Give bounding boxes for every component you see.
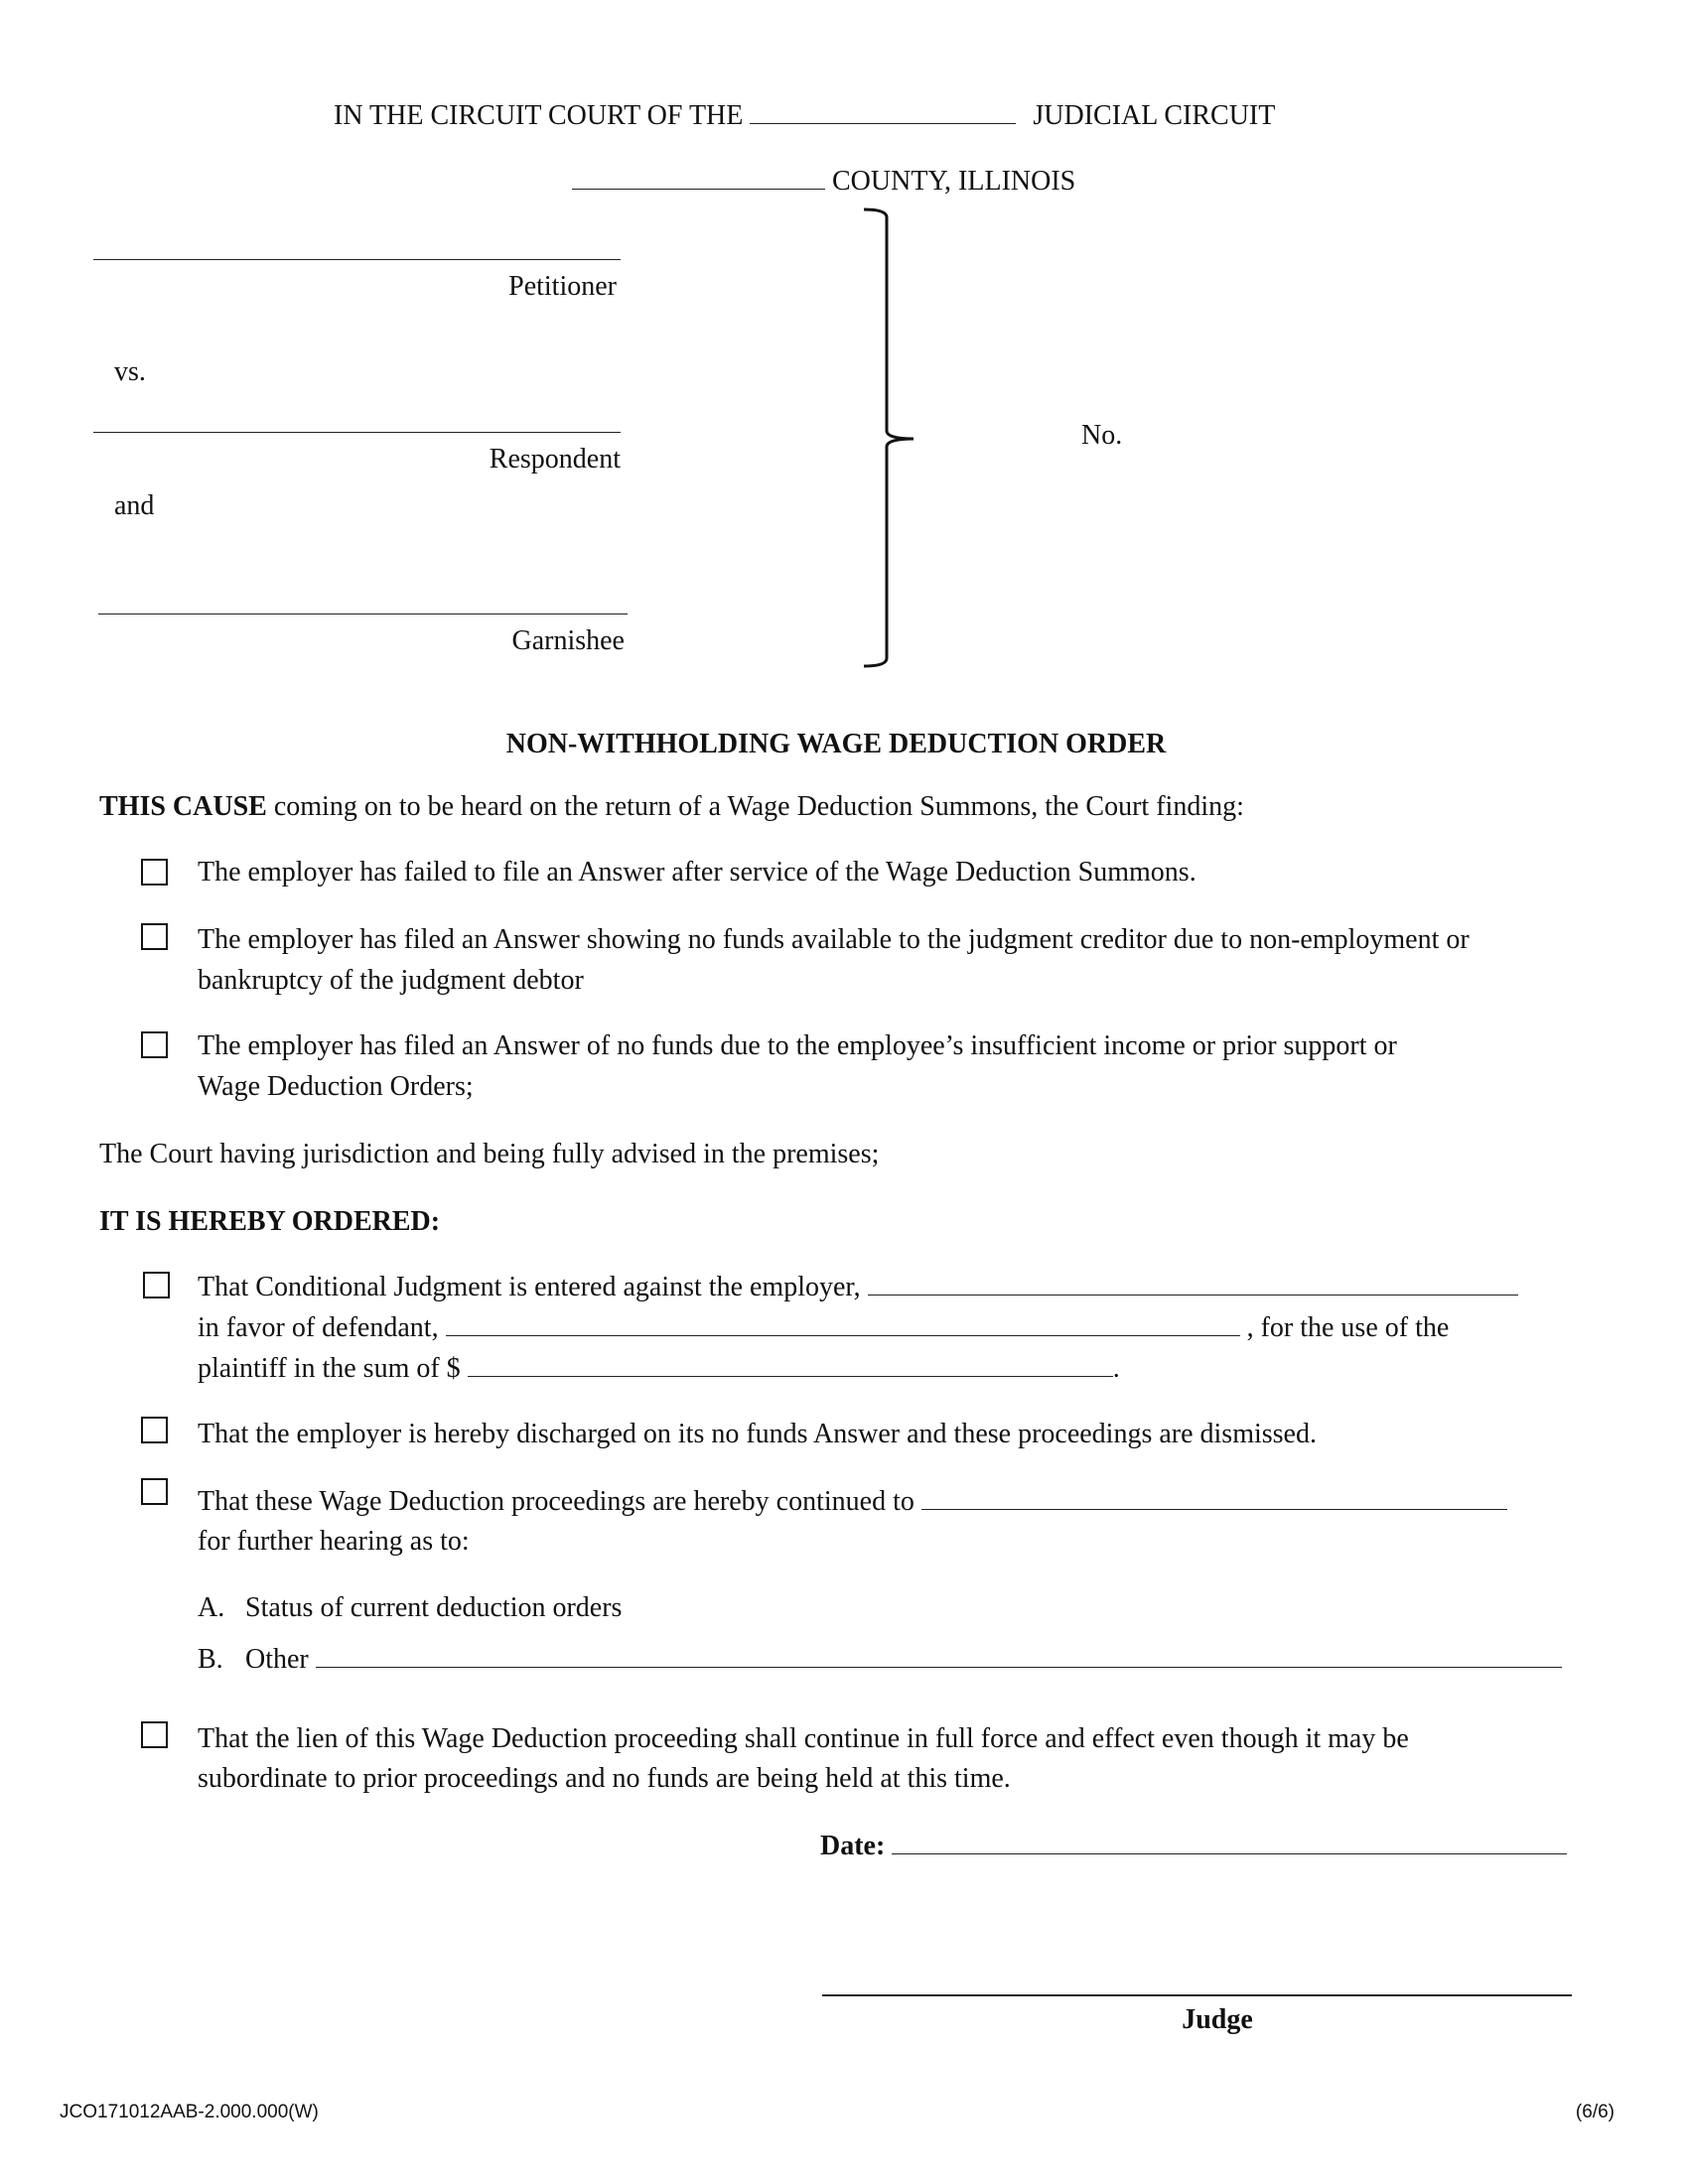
- order-1-use-text: , for the use of the: [1246, 1312, 1450, 1343]
- order-1-period: .: [1112, 1353, 1120, 1384]
- order-1-line2: [198, 1312, 1449, 1344]
- respondent-name-line[interactable]: [93, 432, 621, 433]
- finding-checkbox-2[interactable]: [141, 923, 168, 950]
- sub-item-b-text: Other: [245, 1644, 309, 1675]
- order-1-line1: [198, 1272, 1518, 1303]
- respondent-label: Respondent: [489, 444, 621, 475]
- case-number-label: No.: [1081, 420, 1123, 451]
- sub-item-a-letter: A.: [198, 1592, 225, 1623]
- order-3-text: That these Wage Deduction proceedings are hereby continued to: [198, 1486, 914, 1517]
- ordered-heading: IT IS HEREBY ORDERED:: [99, 1206, 441, 1237]
- order-checkbox-2[interactable]: [141, 1417, 168, 1443]
- court-header-line2: [572, 166, 1075, 198]
- order-4-text: That the lien of this Wage Deduction proceeding shall continue in full force and effect even though it may be: [198, 1723, 1409, 1754]
- garnishee-label: Garnishee: [511, 625, 625, 656]
- court-header-line1: [334, 100, 1275, 132]
- circuit-number-field[interactable]: [750, 101, 1016, 124]
- order-1-sum-text: plaintiff in the sum of $: [198, 1353, 461, 1384]
- jurisdiction-text: The Court having jurisdiction and being fully advised in the premises;: [99, 1139, 880, 1169]
- date-label: Date:: [820, 1831, 886, 1861]
- intro-text: coming on to be heard on the return of a Wage Deduction Summons, the Court finding:: [266, 791, 1244, 822]
- court-header-suffix: JUDICIAL CIRCUIT: [1033, 100, 1276, 131]
- sum-amount-field[interactable]: [468, 1354, 1113, 1377]
- court-header-prefix: IN THE CIRCUIT COURT OF THE: [334, 100, 744, 131]
- finding-text-2: The employer has filed an Answer showing no funds available to the judgment creditor due to non-employment or: [198, 924, 1470, 955]
- order-checkbox-4[interactable]: [141, 1721, 168, 1748]
- finding-text-2-cont: bankruptcy of the judgment debtor: [198, 965, 584, 996]
- order-3-line1: [198, 1486, 1507, 1518]
- finding-text-1: The employer has failed to file an Answer after service of the Wage Deduction Summons.: [198, 857, 1196, 887]
- date-row: [820, 1831, 1567, 1862]
- judge-signature-line[interactable]: [822, 1994, 1572, 1996]
- finding-text-3-cont: Wage Deduction Orders;: [198, 1071, 474, 1102]
- defendant-name-field[interactable]: [446, 1313, 1240, 1336]
- and-label: and: [114, 490, 155, 521]
- finding-text-3: The employer has filed an Answer of no funds due to the employee’s insufficient income or prior support or: [198, 1030, 1397, 1061]
- order-2-text: That the employer is hereby discharged on its no funds Answer and these proceedings are dismissed.: [198, 1419, 1317, 1449]
- county-label: COUNTY, ILLINOIS: [832, 166, 1076, 197]
- other-field[interactable]: [316, 1645, 1562, 1668]
- order-checkbox-3[interactable]: [141, 1478, 168, 1505]
- intro-bold: THIS CAUSE: [99, 791, 267, 822]
- intro-paragraph: [99, 791, 1244, 823]
- document-title: NON-WITHHOLDING WAGE DEDUCTION ORDER: [505, 729, 1167, 759]
- form-code: JCO171012AAB-2.000.000(W): [60, 2102, 319, 2122]
- order-4-text-cont: subordinate to prior proceedings and no funds are being held at this time.: [198, 1763, 1011, 1794]
- sub-item-b-letter: B.: [198, 1644, 223, 1675]
- order-1-defendant-text: in favor of defendant,: [198, 1312, 439, 1343]
- finding-checkbox-3[interactable]: [141, 1031, 168, 1058]
- order-checkbox-1[interactable]: [143, 1272, 170, 1298]
- order-1-text: That Conditional Judgment is entered against the employer,: [198, 1272, 861, 1302]
- petitioner-name-line[interactable]: [93, 259, 621, 260]
- continued-date-field[interactable]: [921, 1487, 1507, 1510]
- vs-label: vs.: [114, 356, 146, 387]
- finding-checkbox-1[interactable]: [141, 859, 168, 886]
- order-1-line3: [198, 1353, 1120, 1385]
- petitioner-label: Petitioner: [508, 271, 617, 302]
- sub-item-b: [245, 1644, 1562, 1676]
- caption-bracket: [854, 204, 933, 675]
- judge-label: Judge: [1182, 2004, 1253, 2035]
- date-field[interactable]: [892, 1832, 1567, 1854]
- order-3-text-cont: for further hearing as to:: [198, 1526, 470, 1557]
- county-field[interactable]: [572, 167, 825, 190]
- sub-item-a-text: Status of current deduction orders: [245, 1592, 623, 1623]
- page-number: (6/6): [1575, 2102, 1615, 2122]
- employer-name-field[interactable]: [868, 1273, 1518, 1296]
